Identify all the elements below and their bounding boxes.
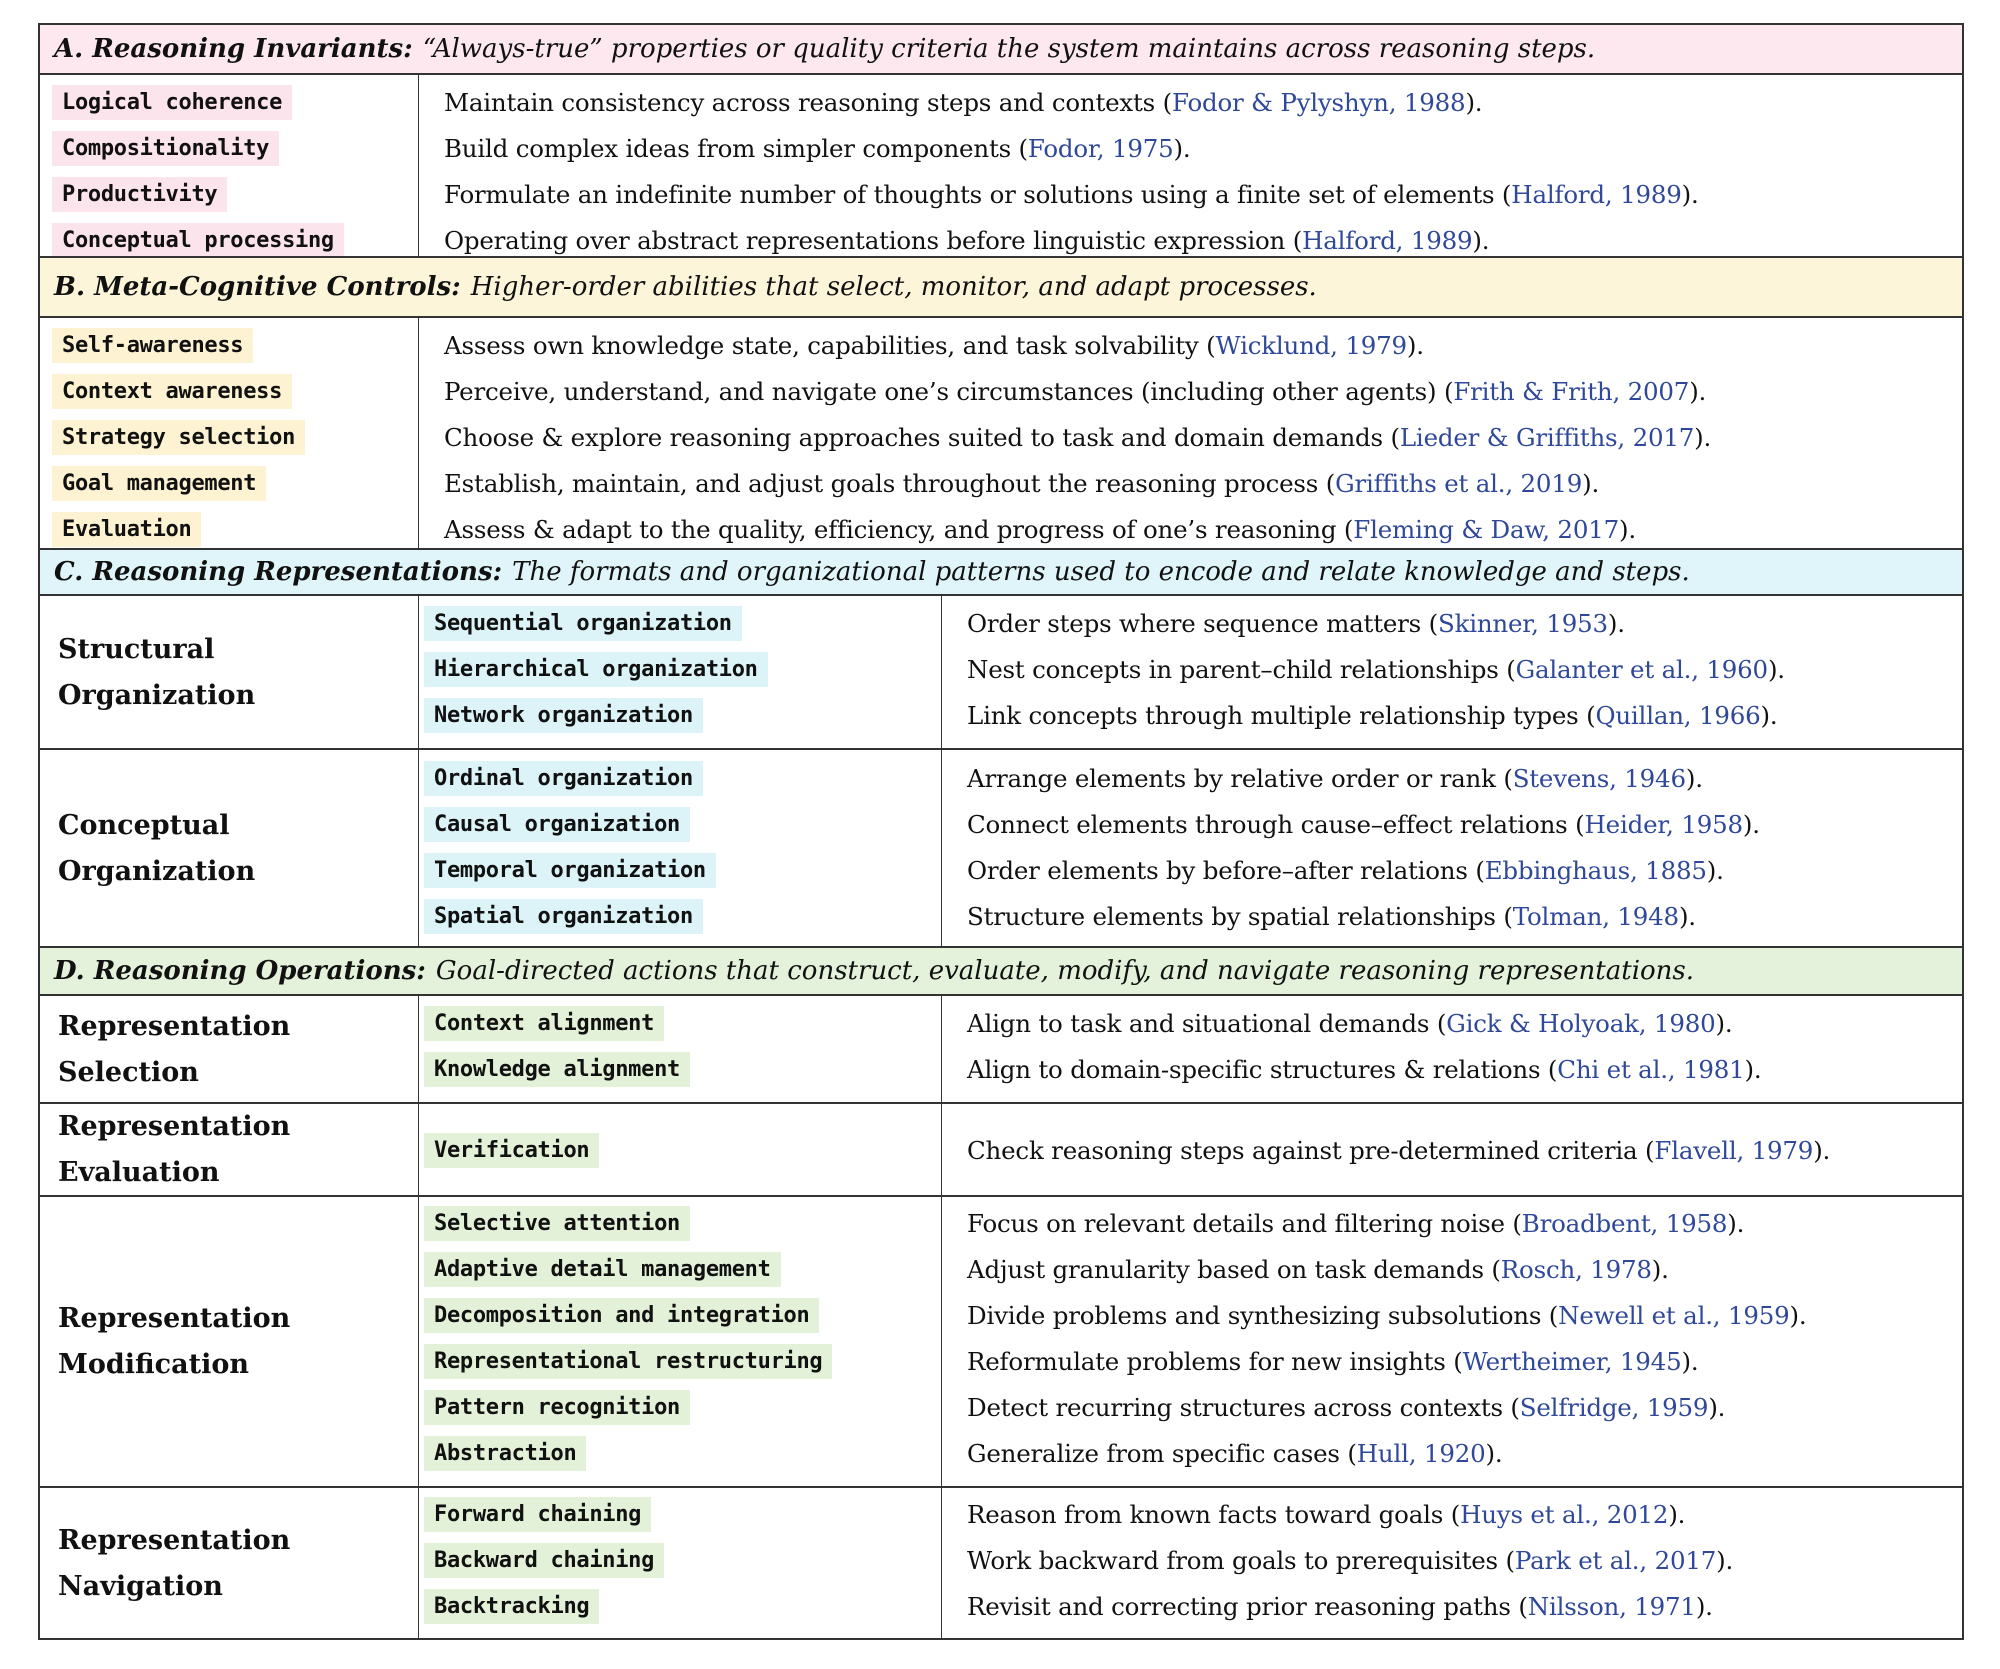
citation-link[interactable]: Heider, 1958 (1584, 809, 1743, 839)
description-text (967, 1500, 1685, 1529)
description-cell (444, 79, 1482, 125)
group-divider (40, 1102, 1962, 1104)
description-cell (967, 1292, 1806, 1338)
description-text (967, 810, 1760, 839)
section-d-header (40, 946, 1962, 996)
description-text (967, 1009, 1732, 1038)
tag-cell (424, 1537, 664, 1583)
description-end: ). (1472, 225, 1490, 255)
tag-cell (424, 600, 742, 646)
description-body: Work backward from goals to prerequisites ( (967, 1545, 1515, 1575)
section-b-description: Higher-order abilities that select, monitor, and adapt processes. (470, 272, 1317, 302)
section-a-body (40, 75, 1962, 258)
description-body: Check reasoning steps against pre-determined criteria ( (967, 1135, 1655, 1165)
citation-link[interactable]: Huys et al., 2012 (1460, 1499, 1669, 1529)
tag-cell (52, 368, 292, 414)
description-end: ). (1742, 809, 1760, 839)
description-end: ). (1678, 901, 1696, 931)
description-cell (444, 322, 1424, 368)
description-end: ). (1485, 1438, 1503, 1468)
section-c-label: C. Reasoning Representations: (54, 557, 503, 587)
description-end: ). (1406, 330, 1424, 360)
group-label-line2: Evaluation (58, 1157, 220, 1188)
description-cell (444, 460, 1599, 506)
description-text (967, 1255, 1669, 1284)
capability-tag: Context alignment (424, 1006, 664, 1041)
section-b-body (40, 318, 1962, 550)
citation-link[interactable]: Fodor, 1975 (1027, 133, 1174, 163)
section-c-body (40, 596, 1962, 948)
citation-link[interactable]: Fodor & Pylyshyn, 1988 (1172, 87, 1466, 117)
description-body: Formulate an indefinite number of thoughts or solutions using a finite set of elements ( (444, 179, 1512, 209)
citation-link[interactable]: Chi et al., 1981 (1557, 1054, 1745, 1084)
citation-link[interactable]: Wicklund, 1979 (1215, 330, 1407, 360)
capability-tag: Context awareness (52, 374, 292, 409)
group-label (58, 1004, 290, 1096)
group-label (58, 1296, 290, 1388)
tag-cell (424, 1292, 819, 1338)
tag-cell (52, 171, 227, 217)
description-body: Focus on relevant details and filtering noise ( (967, 1208, 1522, 1238)
description-body: Nest concepts in parent–child relationships ( (967, 654, 1516, 684)
description-text (444, 180, 1699, 209)
capability-tag: Compositionality (52, 131, 279, 166)
description-end: ). (1607, 608, 1625, 638)
description-body: Establish, maintain, and adjust goals throughout the reasoning process ( (444, 468, 1336, 498)
citation-link[interactable]: Wertheimer, 1945 (1462, 1346, 1682, 1376)
section-c-header (40, 548, 1962, 596)
description-body: Assess & adapt to the quality, efficiency, and progress of one’s reasoning ( (444, 514, 1354, 544)
description-body: Operating over abstract representations before linguistic expression ( (444, 225, 1303, 255)
citation-link[interactable]: Halford, 1989 (1302, 225, 1473, 255)
citation-link[interactable]: Quillan, 1966 (1595, 700, 1761, 730)
description-cell (967, 893, 1696, 939)
description-text (967, 1055, 1762, 1084)
description-end: ). (1708, 1392, 1726, 1422)
citation-link[interactable]: Rosch, 1978 (1500, 1254, 1652, 1284)
description-body: Link concepts through multiple relationship types ( (967, 700, 1596, 730)
description-end: ). (1668, 1499, 1686, 1529)
capability-tag: Causal organization (424, 807, 690, 842)
capability-tag: Conceptual processing (52, 223, 344, 258)
description-end: ). (1706, 855, 1724, 885)
description-cell (967, 1430, 1502, 1476)
group-label (58, 1104, 290, 1196)
citation-link[interactable]: Newell et al., 1959 (1558, 1300, 1790, 1330)
capability-tag: Hierarchical organization (424, 652, 768, 687)
section-d-body (40, 996, 1962, 1640)
tag-cell (424, 1338, 832, 1384)
description-end: ). (1651, 1254, 1669, 1284)
description-body: Align to domain-specific structures & relations ( (967, 1054, 1558, 1084)
tag-cell (424, 1127, 599, 1173)
citation-link[interactable]: Griffiths et al., 2019 (1335, 468, 1583, 498)
citation-link[interactable]: Gick & Holyoak, 1980 (1446, 1008, 1716, 1038)
description-cell (967, 847, 1724, 893)
description-cell (967, 1246, 1669, 1292)
group-label-line1: Representation (58, 1525, 291, 1556)
description-end: ). (1681, 1346, 1699, 1376)
description-text (444, 226, 1489, 255)
tag-cell (424, 847, 716, 893)
tag-cell (52, 460, 266, 506)
description-end: ). (1727, 1208, 1745, 1238)
description-cell (967, 692, 1778, 738)
capability-tag: Knowledge alignment (424, 1052, 690, 1087)
tag-cell (424, 893, 703, 939)
group-label-line2: Selection (58, 1057, 199, 1088)
capability-tag: Logical coherence (52, 85, 292, 120)
citation-link[interactable]: Nilsson, 1971 (1527, 1591, 1696, 1621)
description-text (444, 515, 1636, 544)
description-body: Reason from known facts toward goals ( (967, 1499, 1461, 1529)
description-text (967, 764, 1703, 793)
capability-tag: Verification (424, 1133, 599, 1168)
description-body: Generalize from specific cases ( (967, 1438, 1357, 1468)
citation-link[interactable]: Skinner, 1953 (1437, 608, 1608, 638)
capability-tag: Sequential organization (424, 606, 742, 641)
description-body: Structure elements by spatial relationships ( (967, 901, 1513, 931)
citation-link[interactable]: Park et al., 2017 (1514, 1545, 1717, 1575)
description-end: ). (1695, 1591, 1713, 1621)
group-label-line1: Representation (58, 1303, 291, 1334)
description-text (967, 1136, 1830, 1165)
description-text (967, 1393, 1725, 1422)
description-cell (967, 600, 1625, 646)
tag-cell (424, 755, 703, 801)
tag-cell (424, 646, 768, 692)
capability-tag: Self-awareness (52, 328, 253, 363)
group-label-line2: Organization (58, 856, 256, 887)
description-end: ). (1685, 763, 1703, 793)
section-d-description: Goal-directed actions that construct, evaluate, modify, and navigate reasoning representations. (435, 956, 1695, 986)
tag-cell (52, 79, 292, 125)
description-cell (444, 506, 1636, 552)
description-cell (967, 1127, 1830, 1173)
capability-tag: Backtracking (424, 1589, 599, 1624)
tag-cell (52, 125, 279, 171)
group-label (58, 1518, 290, 1610)
citation-link[interactable]: Broadbent, 1958 (1521, 1208, 1728, 1238)
capability-tag: Productivity (52, 177, 227, 212)
description-cell (967, 1384, 1725, 1430)
description-end: ). (1716, 1545, 1734, 1575)
tag-cell (424, 1384, 690, 1430)
description-body: Arrange elements by relative order or rank ( (967, 763, 1513, 793)
group-label-line2: Navigation (58, 1571, 223, 1602)
citation-link[interactable]: Lieder & Griffiths, 2017 (1399, 422, 1695, 452)
group-label-line2: Organization (58, 680, 256, 711)
description-text (967, 609, 1625, 638)
description-text (967, 1347, 1698, 1376)
group-label-line1: Conceptual (58, 810, 230, 841)
capability-tag: Spatial organization (424, 899, 703, 934)
description-end: ). (1173, 133, 1191, 163)
capability-tag: Pattern recognition (424, 1390, 690, 1425)
description-text (444, 331, 1424, 360)
citation-link[interactable]: Fleming & Daw, 2017 (1353, 514, 1619, 544)
group-label-line1: Representation (58, 1111, 291, 1142)
column-divider (418, 596, 419, 948)
description-cell (967, 1000, 1732, 1046)
tag-cell (424, 1000, 664, 1046)
description-body: Order elements by before–after relations ( (967, 855, 1485, 885)
description-body: Build complex ideas from simpler components ( (444, 133, 1028, 163)
description-cell (967, 646, 1785, 692)
description-end: ). (1681, 179, 1699, 209)
description-cell (967, 1200, 1744, 1246)
tag-cell (424, 1046, 690, 1092)
tag-cell (52, 414, 305, 460)
group-divider (40, 1195, 1962, 1197)
section-c-description: The formats and organizational patterns used to encode and relate knowledge and steps. (512, 557, 1690, 587)
citation-link[interactable]: Hull, 1920 (1356, 1438, 1486, 1468)
description-end: ). (1760, 700, 1778, 730)
section-a-description: “Always-true” properties or quality criteria the system maintains across reasoning steps. (422, 34, 1596, 64)
column-divider (941, 596, 942, 948)
capability-tag: Ordinal organization (424, 761, 703, 796)
citation-link[interactable]: Selfridge, 1959 (1519, 1392, 1709, 1422)
capability-tag: Backward chaining (424, 1543, 664, 1578)
description-body: Divide problems and synthesizing subsolutions ( (967, 1300, 1559, 1330)
description-text (967, 1546, 1733, 1575)
column-divider (418, 996, 419, 1640)
description-text (444, 134, 1190, 163)
description-cell (444, 171, 1699, 217)
group-divider (40, 1486, 1962, 1488)
tag-cell (52, 506, 201, 552)
tag-cell (424, 692, 703, 738)
citation-link[interactable]: Galanter et al., 1960 (1515, 654, 1768, 684)
description-body: Detect recurring structures across contexts ( (967, 1392, 1520, 1422)
description-end: ). (1689, 376, 1707, 406)
capability-tag: Selective attention (424, 1206, 690, 1241)
capability-tag: Decomposition and integration (424, 1298, 819, 1333)
citation-link[interactable]: Flavell, 1979 (1654, 1135, 1814, 1165)
capability-tag: Evaluation (52, 512, 201, 547)
section-b-header (40, 256, 1962, 318)
description-end: ). (1582, 468, 1600, 498)
column-divider (418, 318, 419, 550)
description-cell (444, 125, 1190, 171)
column-divider (941, 996, 942, 1640)
description-body: Reformulate problems for new insights ( (967, 1346, 1463, 1376)
citation-link[interactable]: Tolman, 1948 (1512, 901, 1679, 931)
capability-tag: Strategy selection (52, 420, 305, 455)
description-cell (444, 414, 1711, 460)
description-text (444, 88, 1482, 117)
capability-tag: Network organization (424, 698, 703, 733)
section-d-label: D. Reasoning Operations: (54, 956, 426, 986)
tag-cell (424, 1430, 586, 1476)
description-text (967, 1209, 1744, 1238)
tag-cell (424, 801, 690, 847)
description-cell (967, 1537, 1733, 1583)
tag-cell (424, 1246, 781, 1292)
description-text (967, 1592, 1713, 1621)
description-body: Perceive, understand, and navigate one’s circumstances (including other agents) ( (444, 376, 1454, 406)
taxonomy-table (38, 23, 1964, 1640)
description-cell (967, 755, 1703, 801)
capability-tag: Goal management (52, 466, 266, 501)
description-end: ). (1767, 654, 1785, 684)
description-text (967, 1439, 1502, 1468)
description-body: Maintain consistency across reasoning steps and contexts ( (444, 87, 1172, 117)
citation-link[interactable]: Stevens, 1946 (1512, 763, 1686, 793)
capability-tag: Temporal organization (424, 853, 716, 888)
description-end: ). (1619, 514, 1636, 544)
description-text (967, 1301, 1806, 1330)
description-body: Order steps where sequence matters ( (967, 608, 1438, 638)
capability-tag: Abstraction (424, 1436, 586, 1471)
description-body: Adjust granularity based on task demands ( (967, 1254, 1501, 1284)
description-end: ). (1744, 1054, 1762, 1084)
description-end: ). (1789, 1300, 1807, 1330)
description-body: Assess own knowledge state, capabilities, and task solvability ( (444, 330, 1216, 360)
section-b-label: B. Meta-Cognitive Controls: (54, 272, 461, 302)
description-cell (967, 1583, 1713, 1629)
tag-cell (424, 1200, 690, 1246)
column-divider (418, 75, 419, 258)
group-label (58, 803, 255, 895)
description-body: Choose & explore reasoning approaches suited to task and domain demands ( (444, 422, 1400, 452)
description-end: ). (1715, 1008, 1733, 1038)
group-label-line1: Structural (58, 634, 215, 665)
description-end: ). (1465, 87, 1483, 117)
tag-cell (52, 322, 253, 368)
description-cell (444, 368, 1706, 414)
description-text (967, 856, 1724, 885)
description-cell (967, 1046, 1762, 1092)
section-a-header (40, 25, 1962, 75)
description-end: ). (1813, 1135, 1831, 1165)
capability-tag: Forward chaining (424, 1497, 651, 1532)
description-body: Connect elements through cause–effect relations ( (967, 809, 1585, 839)
group-divider (40, 748, 1962, 750)
description-cell (967, 801, 1760, 847)
description-body: Revisit and correcting prior reasoning paths ( (967, 1591, 1528, 1621)
group-label-line2: Modification (58, 1349, 249, 1380)
description-text (967, 655, 1785, 684)
description-text (444, 469, 1599, 498)
section-a-label: A. Reasoning Invariants: (54, 34, 413, 64)
citation-link[interactable]: Frith & Frith, 2007 (1453, 376, 1690, 406)
description-text (967, 902, 1696, 931)
tag-cell (424, 1583, 599, 1629)
description-body: Align to task and situational demands ( (967, 1008, 1447, 1038)
description-cell (967, 1338, 1698, 1384)
capability-tag: Adaptive detail management (424, 1252, 781, 1287)
description-text (967, 701, 1778, 730)
description-text (444, 423, 1711, 452)
description-text (444, 377, 1706, 406)
capability-tag: Representational restructuring (424, 1344, 832, 1379)
citation-link[interactable]: Halford, 1989 (1511, 179, 1682, 209)
description-end: ). (1694, 422, 1712, 452)
citation-link[interactable]: Ebbinghaus, 1885 (1484, 855, 1707, 885)
group-label-line1: Representation (58, 1011, 291, 1042)
group-label (58, 627, 255, 719)
description-cell (967, 1491, 1685, 1537)
tag-cell (424, 1491, 651, 1537)
